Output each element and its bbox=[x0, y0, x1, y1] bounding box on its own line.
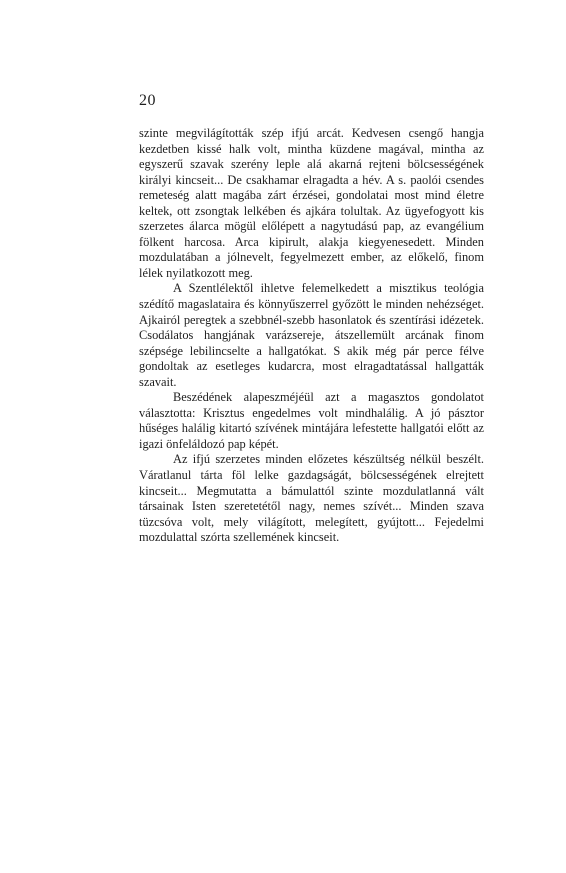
page-number: 20 bbox=[139, 92, 156, 109]
paragraph-3: Beszédének alapeszméjéül azt a magasztos gondolatot választotta: Krisztus engedelmes volt mindhalálig. A jó pásztor hűséges halálig kitartó szívének mintájára lefestette hallgatói előtt az igazi önfeláldozó pap képét. bbox=[139, 390, 484, 451]
paragraph-2: A Szentlélektől ihletve felemelkedett a misztikus teológia szédítő magaslataira és könnyűszerrel győzött le minden nehézséget. Ajkairól peregtek a szebbnél-szebb hasonlatok és szentírási idézetek. Csodálatos hangjának varázsereje, átszellemült arcának finom szépsége lebilincselte a hallgatókat. S akik még pár perce félve gondoltak az esetleges kudarcra, most elragadtatással hallgatták szavait. bbox=[139, 281, 484, 389]
paragraph-4: Az ifjú szerzetes minden előzetes készültség nélkül beszélt. Váratlanul tárta föl lelke gazdagságát, bölcsességének elrejtett kincseit... Megmutatta a bámulattól szinte mozdulatlanná vált társainak Isten szeretetétől nagy, nemes szívét... Minden szava tüzcsóva volt, mely világított, melegített, gyújtott... Fejedelmi mozdulattal szórta szellemének kincseit. bbox=[139, 452, 484, 545]
paragraph-1: szinte megvilágították szép ifjú arcát. Kedvesen csengő hangja kezdetben kissé halk volt, mintha küzdene magával, mintha az egyszerű szavak szerény leple alá akarná rejteni bölcsességének királyi kincseit... De csakhamar elragadta a hév. A s. paolói csendes remeteség alatt magába zárt érzései, gondolatai most mind életre keltek, ott zsongtak lelkében és ajkára tolultak. Az ügyefogyott kis szerzetes álarca mögül előlépett a nagytudású pap, az evangélium fölkent harcosa. Arca kipirult, alakja kiegyenesedett. Minden mozdulatában a jólnevelt, fegyelmezett ember, az előkelő, finom lélek nyilatkozott meg. bbox=[139, 126, 484, 280]
body-text bbox=[139, 126, 484, 546]
